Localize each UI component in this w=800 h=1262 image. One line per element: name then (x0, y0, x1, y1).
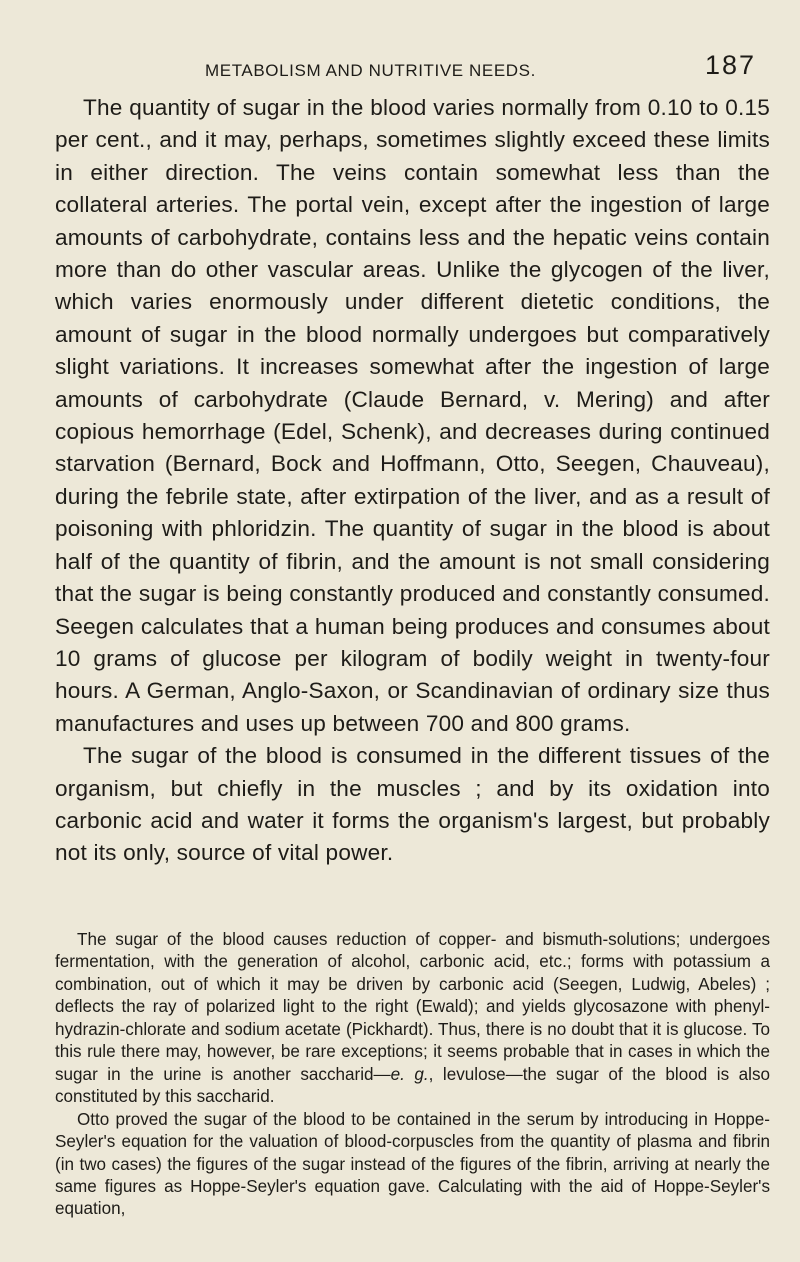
main-paragraph-2: The sugar of the blood is consumed in the different tissues of the organism, but chiefly in the muscles ; and by its oxidation into carbonic acid and water it forms the organism's largest, but probably not its only, source of vital power. (55, 743, 770, 866)
small-paragraph-1-italic: e. g. (390, 1064, 429, 1084)
page-number: 187 (705, 50, 757, 80)
small-paragraph-2: Otto proved the sugar of the blood to be contained in the serum by introducing in Hoppe-Seyler's equation for the valuation of blood-corpuscles from the quantity of plasma and fibrin (in two cases) the figures of the sugar instead of the figures of the fibrin, arriving at nearly the same figures as Hoppe-Seyler's equation gave. Calculating with the aid of Hoppe-Seyler's equation, (55, 1109, 770, 1219)
small-print-text (55, 929, 770, 1221)
main-text (55, 92, 770, 870)
small-paragraph-1 (55, 929, 770, 1109)
small-paragraph-1-part-b: , levulose—the sugar of the blood is also constituted by this saccharid. (55, 1064, 771, 1107)
small-paragraph-1-part-a: The sugar of the blood causes reduction of copper- and bismuth-solutions; undergoes fermentation, with the generation of alcohol, carbonic acid, etc.; forms with potassium a combination, out of which it may be driven by carbonic acid (Seegen, Ludwig, Abeles) ; deflects the ray of polarized light to the right (Ewald); and yields glycosazone with phenyl-hydrazin-chlorate and sodium acetate (Pickhardt). Thus, there is no doubt that it is glucose. To this rule there may, however, be rare exceptions; it seems probable that in cases in which the sugar in the urine is another saccharid— (55, 930, 770, 1084)
running-title: METABOLISM AND NUTRITIVE NEEDS. (205, 61, 536, 80)
running-header (0, 50, 800, 88)
main-paragraph-1: The quantity of sugar in the blood varies normally from 0.10 to 0.15 per cent., and it may, perhaps, sometimes slightly exceed these limits in either direction. The veins contain somewhat less than the collateral arteries. The portal vein, except after the ingestion of large amounts of carbohydrate, contains less and the hepatic veins contain more than do other vascular areas. Unlike the glycogen of the liver, which varies enormously under different dietetic conditions, the amount of sugar in the blood normally undergoes but comparatively slight variations. It increases somewhat after the ingestion of large amounts of carbohydrate (Claude Bernard, v. Mering) and after copious hemorrhage (Edel, Schenk), and decreases during continued starvation (Bernard, Bock and Hoffmann, Otto, Seegen, Chauveau), during the febrile state, after extirpation of the liver, and as a result of poisoning with phloridzin. The quantity of sugar in the blood is about half of the quantity of fibrin, and the amount is not small considering that the sugar is being constantly produced and constantly consumed. Seegen calculates that a human being produces and consumes about 10 grams of glucose per kilogram of bodily weight in twenty-four hours. A German, Anglo-Saxon, or Scandinavian of ordinary size thus manufactures and uses up between 700 and 800 grams. (55, 95, 770, 736)
